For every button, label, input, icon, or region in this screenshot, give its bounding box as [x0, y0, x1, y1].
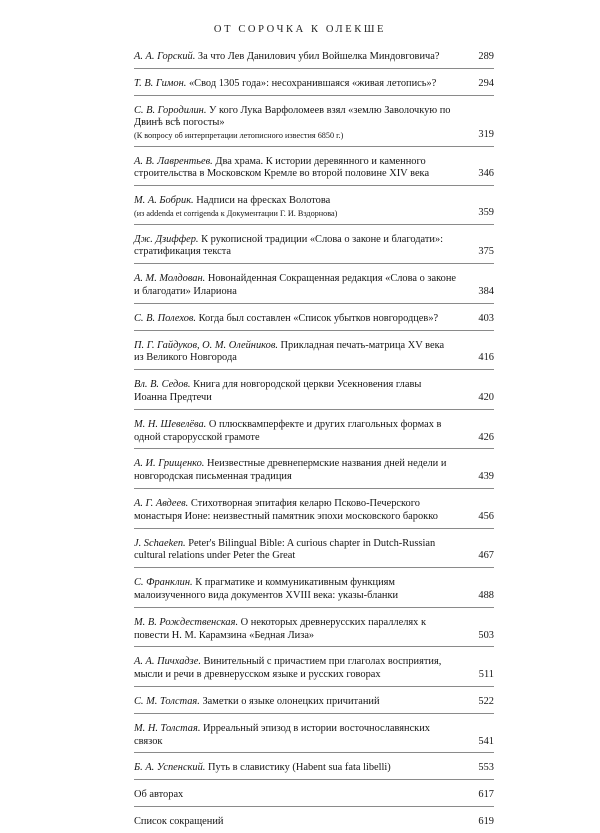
entry-title: К прагматике и коммуникативным функциям малоизученного вида документов XVIII века: указы-бланки: [134, 577, 399, 601]
entry-title: «Свод 1305 года»: несохранившаяся «живая летопись»?: [188, 77, 437, 89]
entry-author: Б. А. Успенский.: [134, 762, 206, 774]
toc-entry[interactable]: [134, 489, 494, 529]
entry-author: Вл. В. Седов.: [134, 379, 191, 391]
entry-page-number: 289: [478, 51, 494, 62]
entry-author: М. В. Рождественская.: [134, 616, 239, 628]
entry-page-number: 375: [478, 246, 494, 258]
toc-entry[interactable]: [134, 780, 494, 807]
entry-title: Два храма. К истории деревянного и каменного строительства в Московском Кремле во второй половине XIV века: [134, 155, 430, 180]
entry-title: Когда был составлен «Список убытков новгородцев»?: [198, 312, 439, 324]
toc-entry[interactable]: [134, 410, 494, 450]
entry-title: Список сокращений: [134, 815, 224, 827]
entry-title: Стихотворная эпитафия келарю Псково-Печерского монастыря Ионе: неизвестный памятник эпохи московского барокко: [134, 497, 438, 522]
toc-entry[interactable]: [134, 331, 494, 371]
entry-page-number: 416: [478, 352, 494, 364]
entry-page-number: 420: [478, 391, 494, 403]
entry-author: Т. В. Гимон.: [134, 77, 187, 89]
entry-author: С. Франклин.: [134, 577, 193, 589]
entry-title: О некоторых древнерусских параллелях к повести Н. М. Карамзина «Бедная Лиза»: [134, 616, 427, 641]
toc-entry[interactable]: [134, 42, 494, 69]
entry-page-number: 617: [478, 789, 494, 801]
toc-entry[interactable]: [134, 225, 494, 265]
toc-entry[interactable]: [134, 264, 494, 304]
entry-author: С. В. Полехов.: [134, 312, 197, 324]
entry-title: Винительный с причастием при глаголах восприятия, мысли и речи в древнерусском языке и русских говорах: [134, 656, 442, 681]
entry-page-number: 541: [478, 735, 494, 747]
running-header: ОТ СОРОЧКА К ОЛЕКШЕ: [213, 24, 387, 35]
entry-page-number: 384: [478, 285, 494, 297]
entry-page-number: 511: [478, 669, 494, 681]
entry-page-number: 359: [478, 206, 494, 218]
entry-title: За что Лев Данилович убил Войшелка Миндовговича?: [197, 51, 440, 62]
entry-title: Заметки о языке олонецких причитаний: [202, 695, 380, 707]
entry-note: (К вопросу об интерпретации летописного известия 6850 г.): [134, 131, 344, 141]
entry-page-number: 403: [478, 312, 494, 324]
entry-author: Дж. Дзиффер.: [134, 233, 199, 245]
entry-author: А. А. Пичхадзе.: [134, 656, 201, 668]
entry-title: Надписи на фресках Волотова: [196, 195, 331, 207]
entry-author: А. В. Лаврентьев.: [134, 155, 213, 167]
entry-page-number: 346: [478, 168, 494, 180]
toc-entry[interactable]: [134, 529, 494, 569]
entry-page-number: 503: [478, 629, 494, 641]
entry-page-number: 294: [478, 77, 494, 89]
entry-page-number: 553: [478, 762, 494, 774]
entry-author: С. В. Городилин.: [134, 104, 207, 116]
toc-entry[interactable]: [134, 96, 494, 147]
entry-title: Путь в славистику (Habent sua fata libelli): [208, 762, 391, 774]
toc-entry[interactable]: [134, 753, 494, 780]
entry-author: М. Н. Шевелёва.: [134, 418, 207, 430]
toc-entry[interactable]: [134, 608, 494, 648]
entry-author: М. А. Бобрик.: [134, 195, 194, 207]
entry-page-number: 319: [478, 128, 494, 140]
entry-page-number: 522: [478, 695, 494, 707]
entry-author: П. Г. Гайдуков, О. М. Олейников.: [134, 339, 278, 351]
entry-page-number: 488: [478, 589, 494, 601]
entry-title: Книга для новгородской церкви Усекновения главы Иоанна Предтечи: [134, 379, 422, 403]
toc-entry[interactable]: [134, 304, 494, 331]
toc-entry[interactable]: [134, 186, 494, 224]
entry-author: J. Schaeken.: [134, 537, 186, 549]
entry-author: А. И. Грищенко.: [134, 458, 205, 470]
entry-author: А. Г. Авдеев.: [134, 497, 189, 509]
entry-title: Прикладная печать-матрица XV века из Великого Новгорода: [134, 339, 445, 364]
entry-author: М. Н. Толстая.: [134, 722, 201, 734]
toc-entry[interactable]: [134, 449, 494, 489]
entry-title: Неизвестные древнепермские названия дней недели и новгородская письменная традиция: [134, 458, 447, 483]
toc-entry[interactable]: [134, 647, 494, 687]
entry-page-number: 619: [478, 815, 494, 827]
toc-entry[interactable]: [134, 69, 494, 96]
entry-title: Новонайденная Сокращенная редакция «Слова о законе и благодати» Илариона: [134, 273, 457, 297]
entry-page-number: 456: [478, 510, 494, 522]
entry-title: Об авторах: [134, 789, 184, 801]
entry-note: (из addenda et corrigenda к Документации Г. И. Вздорнова): [134, 209, 338, 219]
entry-page-number: 467: [478, 550, 494, 562]
toc-entry[interactable]: [134, 687, 494, 714]
entry-title: О плюсквамперфекте и других глагольных формах в одной старорусской грамоте: [134, 418, 442, 443]
entry-title: К рукописной традиции «Слова о законе и благодати»: стратификация текста: [134, 233, 444, 258]
toc-entry[interactable]: [134, 807, 494, 833]
toc-entry[interactable]: [134, 568, 494, 608]
entry-title: Ирреальный эпизод в истории восточнославянских связок: [134, 722, 430, 747]
entry-title: Peter's Bilingual Bible: A curious chapter in Dutch-Russian cultural relations under Peter the Great: [134, 537, 436, 562]
entry-page-number: 426: [478, 431, 494, 443]
entry-author: А. М. Молдован.: [134, 273, 206, 285]
toc-entry[interactable]: [134, 714, 494, 754]
entry-page-number: 439: [478, 471, 494, 483]
toc-entry[interactable]: [134, 147, 494, 187]
entry-author: А. А. Горский.: [134, 51, 196, 62]
toc-entry[interactable]: [134, 370, 494, 410]
entry-title: У кого Лука Варфоломеев взял «землю Заволочкую по Двинѣ всѣ погосты»: [134, 104, 451, 129]
entry-author: С. М. Толстая.: [134, 695, 200, 707]
table-of-contents: [134, 42, 494, 833]
